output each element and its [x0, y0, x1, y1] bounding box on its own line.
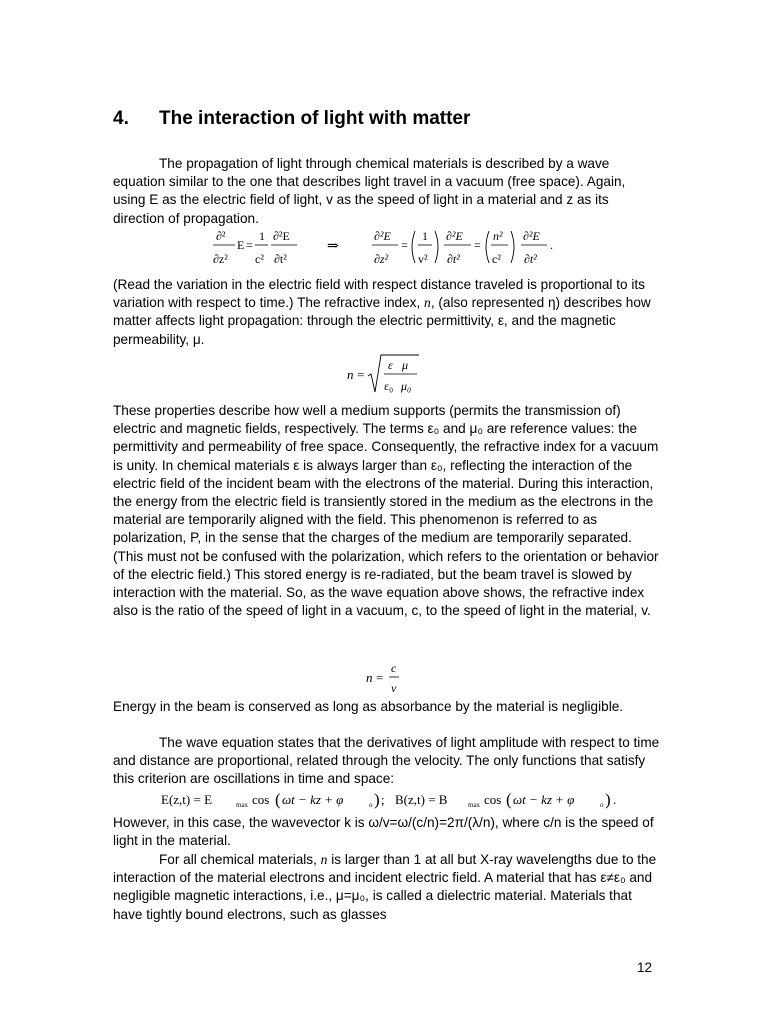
- sqrt-sign: [368, 355, 419, 392]
- eq-max-sub: max: [236, 801, 249, 809]
- eq-c: c: [391, 661, 397, 675]
- eq-c2-2: c²: [492, 252, 501, 266]
- eq-equals: =: [357, 367, 365, 382]
- eq-epsilon: ε: [388, 358, 393, 372]
- left-paren: [486, 231, 489, 263]
- eq-d2E-italic-3: ∂²E: [523, 229, 540, 243]
- ratio-equation: [0, 660, 768, 696]
- eq-open-paren-2: (: [506, 790, 512, 809]
- paragraph-1-text: The propagation of light through chemical materials is described by a wave equation similar to the one that describes light travel in a vacuum (free space). Again, using E as the electric field of light, v as the speed of light in a material and z as its direction of propagation.: [113, 156, 626, 226]
- eq-semicolon: ;: [381, 792, 385, 807]
- wave-equation: [0, 226, 768, 272]
- section-heading: [113, 108, 470, 130]
- refractive-index-equation: [0, 352, 768, 398]
- eq-c2: c²: [255, 252, 264, 266]
- eq-d2E-italic: ∂²E: [374, 229, 391, 243]
- paragraph-2-text-b: , (also represented η) describes how matter affects light propagation: through the electric permittivity, ε, and the magnetic permeability, μ.: [113, 295, 651, 347]
- eq-d2E-italic-2: ∂²E: [446, 229, 463, 243]
- eq-cos: cos: [252, 792, 270, 807]
- eq-period: .: [613, 792, 617, 807]
- implies-arrow: ⇒: [327, 239, 339, 254]
- paragraph-5-text: The wave equation states that the derivatives of light amplitude with respect to time and distance are proportional, related through the velocity. The only functions that satisfy this criterion are oscillations in time and space:: [113, 735, 660, 787]
- paragraph-6-text: However, in this case, the wavevector k is ω/v=ω/(c/n)=2π/(λ/n), where c/n is the speed of light in the material.: [113, 815, 654, 849]
- paragraph-3: [113, 402, 661, 620]
- section-title: The interaction of light with matter: [159, 108, 471, 129]
- eq-partial-sq: ∂²: [216, 229, 226, 243]
- paragraph-3-text: These properties describe how well a medium supports (permits the transmission of) electric and magnetic fields, respectively. The terms ε₀ and μ₀ are reference values: the permittivity and permeability of free space. Consequently, the refractive index for a vacuum is unity. In chemical materials ε is always larger than ε₀, reflecting the interaction of the electric field of the incident beam with the electrons of the material. During this interaction, the energy from the electric field is transiently stored in the medium as the electrons in the material are temporarily aligned with the field. This phenomenon is referred to as polarization, P, in the sense that the charges of the medium are temporarily separated. (This must not be confused with the polarization, which refers to the orientation or behavior of the electric field.) This stored energy is re-radiated, but the beam travel is slowed by interaction with the material. So, as the wave equation above shows, the refractive index also is the ratio of the speed of light in a vacuum, c, to the speed of light in the material, v.: [113, 403, 659, 619]
- paragraph-4-text: Energy in the beam is conserved as long as absorbance by the material is negligible.: [113, 699, 624, 714]
- symbol-n-2: n: [320, 852, 328, 867]
- eq-dt2-italic-2: ∂t²: [524, 252, 537, 266]
- eq-argument-2: ωt − kz + φ: [513, 792, 575, 807]
- page-number: 12: [637, 960, 653, 975]
- eq-o-sub: o: [369, 801, 373, 809]
- symbol-n: n: [424, 295, 431, 311]
- paragraph-7-text-a: For all chemical materials,: [159, 852, 321, 867]
- eq-period: .: [550, 238, 553, 252]
- eq-dt2: ∂t²: [274, 252, 287, 266]
- eq-one-2: 1: [422, 229, 428, 243]
- field-equations: [0, 788, 768, 812]
- eq-one: 1: [259, 229, 265, 243]
- eq-dz2: ∂z²: [213, 252, 228, 266]
- eq-dt2-italic: ∂t²: [447, 252, 460, 266]
- paragraph-6: [113, 814, 661, 850]
- eq-open-paren: (: [275, 790, 281, 809]
- eq-equals: =: [246, 238, 253, 252]
- eq-mu: μ: [402, 358, 409, 372]
- eq-E: E: [237, 238, 245, 252]
- eq-argument: ωt − kz + φ: [282, 792, 344, 807]
- eq-equals-2: =: [401, 238, 408, 252]
- paragraph-1: [113, 155, 661, 228]
- paragraph-2: [113, 276, 661, 349]
- section-number: 4.: [113, 108, 129, 129]
- eq-B-lhs: B(z,t) = B: [395, 792, 448, 807]
- eq-v: v: [391, 681, 397, 695]
- right-paren: [511, 231, 514, 263]
- right-paren: [435, 231, 438, 263]
- eq-cos-2: cos: [484, 792, 502, 807]
- eq-d2E: ∂²E: [273, 229, 290, 243]
- paragraph-2-text-a: (Read the variation in the electric field with respect distance traveled is proportional to its variation with respect to time.) The refractive index,: [113, 277, 645, 311]
- paragraph-7-text-b: is larger than 1 at all but X-ray wavelengths due to the interaction of the material electrons and incident electric field. A material that has ε≠ε₀ and negligible magnetic interactions, i.e., μ=μ₀, is called a dielectric material. Materials that have tightly bound electrons, such as glasses: [113, 852, 657, 922]
- eq-equals: =: [376, 670, 384, 685]
- left-paren: [412, 231, 415, 263]
- eq-v2: v²: [418, 252, 428, 266]
- eq-close-paren: ): [374, 790, 380, 809]
- eq-E-lhs: E(z,t) = E: [161, 792, 213, 807]
- eq-dz2-italic: ∂z²: [374, 252, 389, 266]
- eq-epsilon0: ε₀: [384, 379, 394, 393]
- eq-o-sub-2: o: [600, 801, 604, 809]
- eq-n: n: [366, 670, 373, 685]
- eq-equals-3: =: [474, 238, 481, 252]
- eq-n: n: [347, 367, 354, 382]
- paragraph-7: [113, 851, 661, 924]
- eq-mu0: μ₀: [401, 379, 412, 393]
- paragraph-4: [113, 698, 661, 716]
- eq-max-sub-2: max: [468, 801, 481, 809]
- eq-close-paren-2: ): [605, 790, 611, 809]
- paragraph-5: [113, 734, 661, 789]
- eq-n2: n²: [493, 229, 503, 243]
